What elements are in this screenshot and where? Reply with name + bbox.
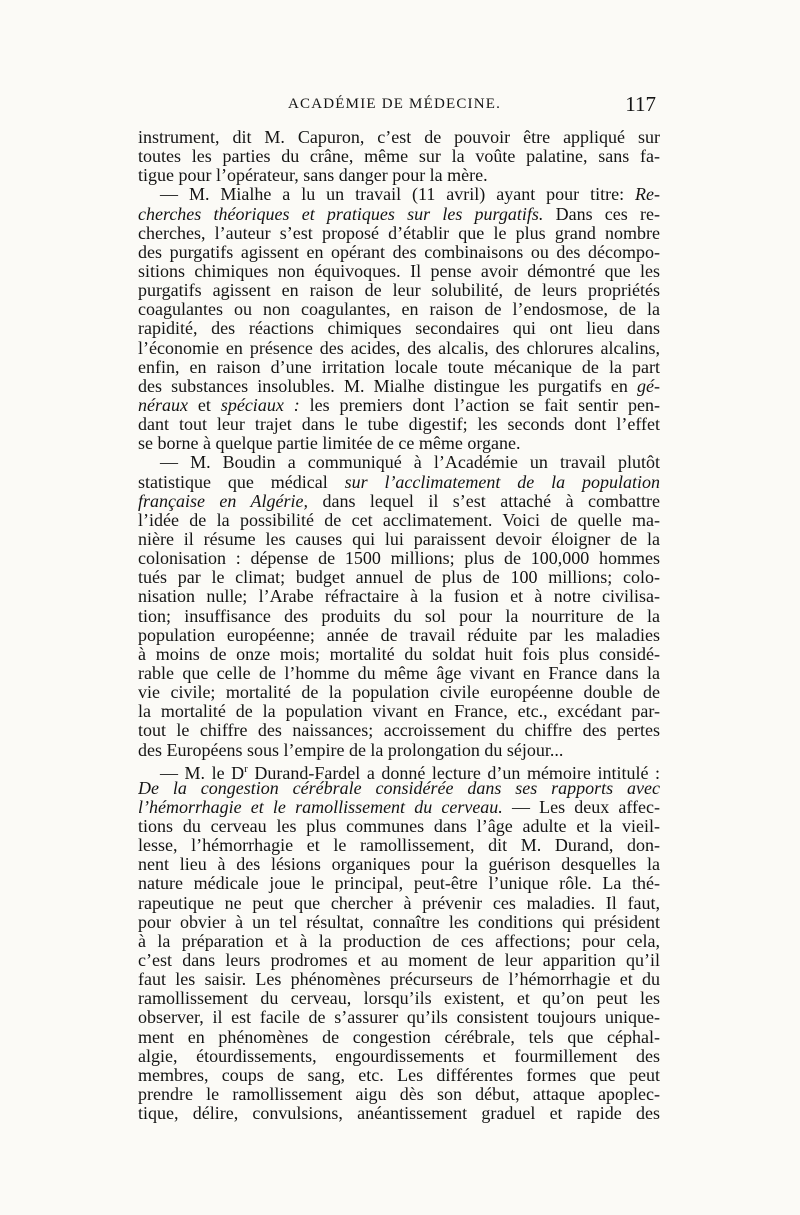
text-segment: r (244, 762, 248, 775)
text-line (138, 339, 660, 358)
text-segment: et (187, 395, 221, 415)
italic-text: spéciaux : (220, 395, 300, 415)
text-line (138, 147, 660, 166)
text-line (138, 1066, 660, 1085)
text-line (138, 702, 660, 721)
text-segment: lesse, l’hémorrhagie et le ramollissement, dit M. Durand, don- (138, 836, 660, 856)
text-segment: des Européens sous l’empire de la prolongation du séjour... (138, 740, 564, 760)
text-segment: à moins de onze mois; mortalité du soldat huit fois plus considé- (138, 644, 660, 664)
text-line (138, 243, 660, 262)
text-line (138, 511, 660, 530)
italic-text: sur l’acclimatement de la population (344, 472, 660, 492)
text-segment: des substances insolubles. M. Mialhe distingue les purgatifs en (138, 376, 638, 396)
text-line (138, 358, 660, 377)
page-header (138, 92, 660, 124)
text-line (138, 377, 660, 396)
italic-text: gé- (637, 376, 660, 396)
text-segment: nature médicale joue le principal, peut-être l’unique rôle. La thé- (138, 874, 660, 894)
text-segment: Durand-Fardel a donné lecture d’un mémoire intitulé : (247, 762, 660, 779)
text-segment: prendre le ramollissement aigu dès son début, attaque apoplec- (138, 1085, 660, 1105)
text-line (138, 587, 660, 606)
text-segment: rapidité, des réactions chimiques secondaires qui ont lieu dans (138, 319, 660, 339)
text-line (138, 1008, 660, 1027)
text-line (138, 549, 660, 568)
text-line (138, 836, 660, 855)
text-segment: Dans ces re- (543, 204, 660, 224)
italic-text: Re- (635, 185, 660, 205)
text-segment: — M. le D (160, 762, 245, 779)
text-line (138, 166, 660, 185)
text-segment: à la préparation et à la production de ces affections; pour cela, (138, 931, 660, 951)
text-line (138, 1104, 660, 1123)
text-line (138, 970, 660, 989)
text-segment: nière il résume les causes qui lui paraissent devoir éloigner de la (138, 529, 660, 549)
text-segment: tigue pour l’opérateur, sans danger pour la mère. (138, 166, 488, 186)
text-segment: algie, étourdissements, engourdissements et fourmillement des (138, 1046, 660, 1066)
body-text (138, 128, 660, 1123)
text-segment: membres, coups de sang, etc. Les différentes formes que peut (138, 1065, 660, 1085)
text-segment: vie civile; mortalité de la population civile européenne double de (138, 683, 660, 703)
text-segment: cherches, l’auteur s’est proposé d’établir que le plus grand nombre (138, 223, 660, 243)
text-line (138, 568, 660, 587)
italic-text: De la congestion cérébrale considérée dans ses rapports avec (138, 778, 660, 798)
text-line (138, 855, 660, 874)
text-segment: rapeutique ne peut que chercher à prévenir ces maladies. Il faut, (138, 893, 660, 913)
text-line (138, 185, 660, 204)
text-line (138, 894, 660, 913)
text-segment: les premiers dont l’action se fait sentir pen- (299, 395, 660, 415)
book-page (138, 92, 660, 1124)
text-line (138, 281, 660, 300)
text-segment: faut les saisir. Les phénomènes précurseurs de l’hémorrhagie et du (138, 970, 660, 990)
text-segment: ment en phénomènes de congestion cérébrale, tels que céphal- (138, 1027, 660, 1047)
text-line (138, 1085, 660, 1104)
text-segment: — M. Mialhe a lu un travail (11 avril) ayant pour titre: (160, 185, 636, 205)
text-line (138, 932, 660, 951)
text-segment: nisation nulle; l’Arabe réfractaire à la fusion et à notre civilisa- (138, 587, 660, 607)
text-line (138, 415, 660, 434)
text-line (138, 1047, 660, 1066)
text-line (138, 530, 660, 549)
text-segment: dant tout leur trajet dans le tube digestif; les seconds dont l’effet (138, 415, 660, 435)
text-segment: tique, délire, convulsions, anéantissement graduel et rapide des (138, 1104, 660, 1124)
text-line (138, 645, 660, 664)
text-segment: toutes les parties du crâne, même sur la voûte palatine, sans fa- (138, 147, 660, 167)
text-line (138, 741, 660, 760)
text-segment: tions du cerveau les plus communes dans l’âge adulte et la vieil- (138, 817, 660, 837)
text-line (138, 1028, 660, 1047)
italic-text: l’hémorrhagie et le ramollissement du cerveau. (138, 797, 503, 817)
text-segment: statistique que médical (138, 472, 345, 492)
text-segment: tués par le climat; budget annuel de plus de 100 millions; colo- (138, 568, 660, 588)
text-segment: colonisation : dépense de 1500 millions; plus de 100,000 hommes (138, 549, 660, 569)
text-line (138, 760, 660, 779)
text-line (138, 664, 660, 683)
text-segment: l’idée de la possibilité de cet acclimatement. Voici de quelle ma- (138, 510, 660, 530)
text-line (138, 396, 660, 415)
italic-text: française en Algérie, (138, 491, 309, 511)
text-segment: tion; insuffisance des produits du sol pour la nourriture de la (138, 606, 660, 626)
text-segment: pour obvier à un tel résultat, connaître les conditions qui président (138, 912, 660, 932)
text-line (138, 262, 660, 281)
text-line (138, 913, 660, 932)
text-segment: instrument, dit M. Capuron, c’est de pouvoir être appliqué sur (138, 128, 660, 147)
text-segment: dans lequel il s’est attaché à combattre (308, 491, 660, 511)
text-line (138, 434, 660, 453)
text-line (138, 319, 660, 338)
text-segment: des purgatifs agissent en opérant des combinaisons ou des décompo- (138, 242, 660, 262)
text-line (138, 453, 660, 472)
text-line (138, 989, 660, 1008)
text-line (138, 473, 660, 492)
text-segment: enfin, en raison d’une irritation locale toute mécanique de la part (138, 357, 660, 377)
text-line (138, 951, 660, 970)
text-line (138, 874, 660, 893)
text-line (138, 626, 660, 645)
page-number: 117 (625, 92, 656, 116)
text-segment: ramollissement du cerveau, lorsqu’ils existent, et qu’on peut les (138, 989, 660, 1009)
text-line (138, 224, 660, 243)
text-line (138, 721, 660, 740)
text-segment: — M. Boudin a communiqué à l’Académie un travail plutôt (160, 453, 660, 473)
text-segment: sitions chimiques non équivoques. Il pense avoir démontré que les (138, 261, 660, 281)
text-line (138, 817, 660, 836)
text-segment: rable que celle de l’homme du même âge vivant en France dans la (138, 663, 660, 683)
text-line (138, 128, 660, 147)
text-segment: l’économie en présence des acides, des alcalis, des chlorures alcalins, (138, 338, 660, 358)
text-segment: la mortalité de la population vivant en France, etc., excédant par- (138, 702, 660, 722)
text-segment: coagulantes ou non coagulantes, en raison de l’endosmose, de la (138, 300, 660, 320)
text-segment: tout le chiffre des naissances; accroissement du chiffre des pertes (138, 721, 660, 741)
text-segment: c’est dans leurs prodromes et au moment de leur apparition qu’il (138, 951, 660, 971)
text-segment: — Les deux affec- (502, 797, 660, 817)
running-head: ACADÉMIE DE MÉDECINE. (288, 96, 502, 112)
text-line (138, 205, 660, 224)
text-line (138, 779, 660, 798)
text-segment: population européenne; année de travail réduite par les maladies (138, 625, 660, 645)
text-line (138, 607, 660, 626)
italic-text: cherches théoriques et pratiques sur les purgatifs. (138, 204, 544, 224)
text-line (138, 492, 660, 511)
italic-text: néraux (138, 395, 188, 415)
text-line (138, 683, 660, 702)
text-segment: nent lieu à des lésions organiques pour la guérison desquelles la (138, 855, 660, 875)
text-line (138, 300, 660, 319)
text-segment: se borne à quelque partie limitée de ce même organe. (138, 434, 521, 454)
text-segment: observer, il est facile de s’assurer qu’ils consistent toujours unique- (138, 1008, 660, 1028)
text-segment: purgatifs agissent en raison de leur solubilité, de leurs propriétés (138, 281, 660, 301)
text-line (138, 798, 660, 817)
